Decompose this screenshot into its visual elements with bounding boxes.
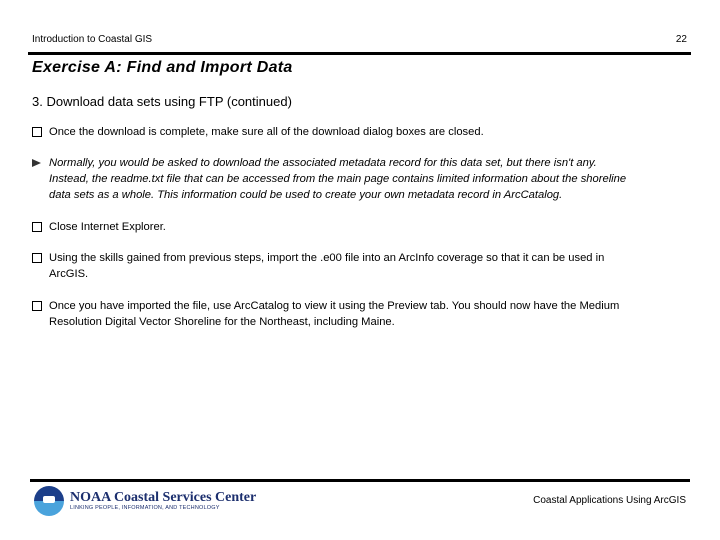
checkbox-icon [32,222,42,232]
header-rule [28,52,691,55]
checklist-item: Using the skills gained from previous steps, import the .e00 file into an ArcInfo coverage so that it can be used in ArcGIS. [32,250,682,282]
step-heading: 3. Download data sets using FTP (continued) [32,94,292,109]
footer-rule [30,479,690,482]
arrow-bullet-icon [32,159,41,167]
noaa-logo: NOAA Coastal Services Center LINKING PEOPLE, INFORMATION, AND TECHNOLOGY [34,486,256,516]
checkbox-icon [32,301,42,311]
course-title: Introduction to Coastal GIS [32,34,153,45]
note-item: Normally, you would be asked to download the associated metadata record for this data set, but there isn't any. Instead, the readme.txt file that can be accessed from the main page contains limited information about the shoreline data sets as a whole. This information could be used to create your own metadata record in ArcCatalog. [32,155,682,203]
checklist-item: Close Internet Explorer. [32,219,682,235]
page-title: Exercise A: Find and Import Data [32,59,293,76]
checkbox-icon [32,253,42,263]
footer-text: Coastal Applications Using ArcGIS [533,495,686,506]
page-number: 22 [675,34,687,45]
checkbox-icon [32,127,42,137]
checklist-item: Once the download is complete, make sure all of the download dialog boxes are closed. [32,124,682,140]
checklist-item: Once you have imported the file, use ArcCatalog to view it using the Preview tab. You should now have the Medium Resolution Digital Vector Shoreline for the Northeast, including Maine. [32,298,682,330]
noaa-seal-icon [34,486,64,516]
